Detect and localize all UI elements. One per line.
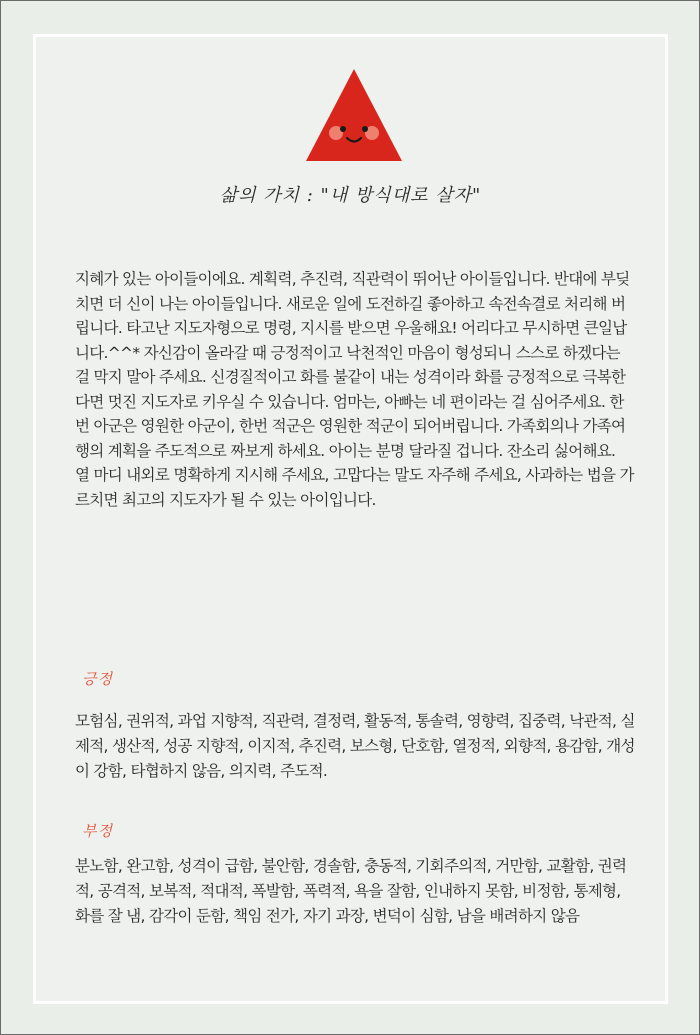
page-title: 삶의 가치 : "내 방식대로 살자": [219, 185, 482, 206]
red-triangle-mascot-icon: [304, 67, 404, 163]
negative-section-label: [82, 820, 113, 841]
positive-traits-list: 모험심, 권위적, 과업 지향적, 직관력, 결정력, 활동적, 통솔력, 영향력, 집중력, 낙관적, 실제적, 생산적, 성공 지향적, 이지적, 추진력, 보스형, 단호함, 열정적, 외향적, 용감함, 개성이 강함, 타협하지 않음, 의지력, 주도적.: [75, 712, 635, 780]
positive-label-text: 긍정: [82, 670, 113, 688]
description-paragraph: 지혜가 있는 아이들이에요. 계획력, 추진력, 직관력이 뛰어난 아이들입니다. 반대에 부딪치면 더 신이 나는 아이들입니다. 새로운 일에 도전하길 좋아하고 속전속결로 처리해 버립니다. 타고난 지도자형으로 명령, 지시를 받으면 우울해요! 어리다고 무시하면 큰일납니다.^^* 자신감이 올라갈 때 긍정적이고 낙천적인 마음이 형성되니 스스로 하겠다는 걸 막지 말아 주세요. 신경질적이고 화를 불같이 내는 성격이라 화를 긍정적으로 극복한다면 멋진 지도자로 키우실 수 있습니다. 엄마는, 아빠는 네 편이라는 걸 심어주세요. 한번 아군은 영원한 아군이, 한번 적군은 영원한 적군이 되어버립니다. 가족회의나 가족여행의 계획을 주도적으로 짜보게 하세요. 아이는 분명 달라질 겁니다. 잔소리 싫어해요.: [75, 270, 630, 460]
negative-traits-list: 분노함, 완고함, 성격이 급함, 불안함, 경솔함, 충동적, 기회주의적, 거만함, 교활함, 권력적, 공격적, 보복적, 적대적, 폭발함, 폭력적, 욕을 잘함, 인내하지 못함, 비정함, 통제형, 화를 잘 냄, 감각이 둔함, 책임 전가, 자기 과장, 변덕이 심함, 남을 배려하지 않음: [75, 857, 627, 925]
content-card: [33, 34, 668, 1004]
positive-section-label: [82, 668, 113, 689]
negative-label-text: 부정: [82, 822, 113, 840]
description-body: [75, 267, 635, 512]
description-paragraph: 열 마디 내외로 명확하게 지시해 주세요, 고맙다는 말도 자주해 주세요, 사과하는 법을 가르치면 최고의 지도자가 될 수 있는 아이입니다.: [75, 466, 634, 509]
